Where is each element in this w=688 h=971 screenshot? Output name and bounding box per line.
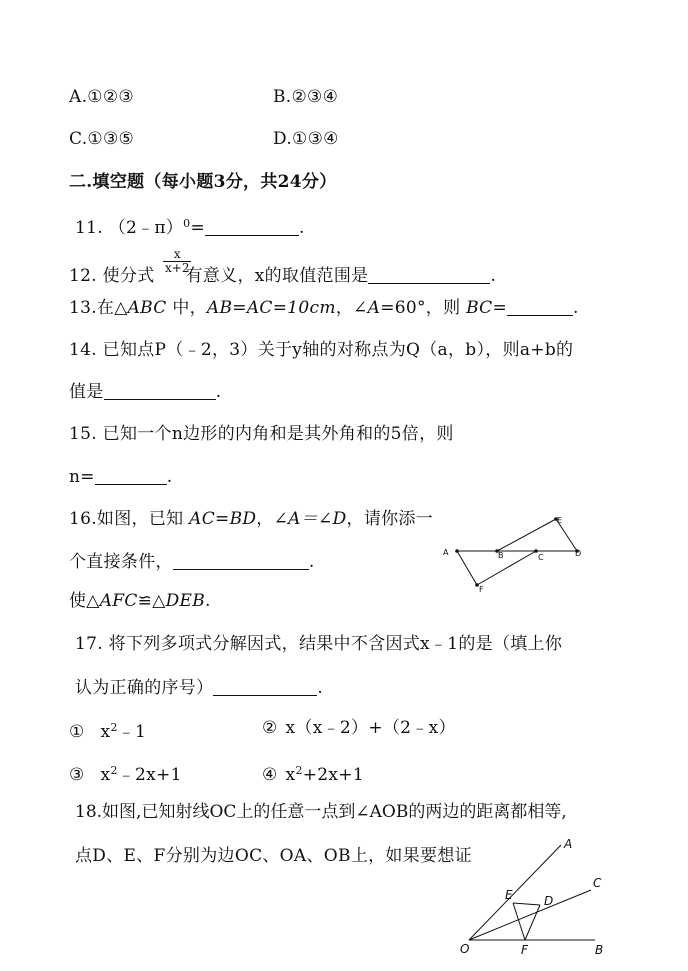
q17-line1: 17. 将下列多项式分解因式，结果中不含因式x﹣1的是（填上你 (75, 634, 563, 654)
q15-end: . (166, 467, 173, 487)
q17-line2 (75, 677, 323, 699)
q18-line1: 18.如图,已知射线OC上的任意一点到∠AOB的两边的距离都相等, (75, 802, 567, 822)
q16-tail: ，请你添一 (346, 509, 434, 529)
q17-item-4 (262, 760, 364, 786)
q11-answer-blank[interactable] (205, 219, 299, 236)
q17-item-1 (69, 717, 146, 743)
q17-item-number: ② (262, 718, 278, 738)
q12-fraction-denominator: x+2 (165, 261, 190, 275)
q16-given-angles: ∠A＝∠D (273, 509, 347, 529)
q17-label: 认为正确的序号） (75, 678, 214, 698)
q16-figure (436, 510, 586, 595)
q17-item-rest: ﹣1 (117, 722, 147, 742)
fig18-label-b: B (595, 943, 604, 957)
q16-congruent: ≌△ (137, 591, 166, 611)
q15-answer-blank[interactable] (95, 468, 167, 485)
fig16-label-c: C (538, 553, 544, 562)
q13-angle-sign: ，∠ (335, 298, 368, 318)
q17-item-rest: ﹣2x+1 (117, 765, 182, 785)
fig16-label-d: D (575, 549, 582, 558)
q16-line3-end: . (205, 591, 211, 611)
q13-mid: 中， (166, 298, 207, 318)
q17-item-sup: 2 (110, 721, 118, 734)
question-13 (69, 297, 579, 319)
q17-item-2 (262, 717, 456, 739)
q13-degree: =60°，则 (380, 298, 467, 318)
section-heading: 二.填空题（每小题3分，共24分） (69, 172, 337, 192)
q18-figure (455, 834, 625, 964)
fig16-label-e: E (557, 516, 563, 525)
q17-item-base: x (100, 722, 111, 742)
q16-comma: ， (256, 509, 274, 529)
fig18-label-d: D (544, 894, 554, 908)
q13-end: . (573, 298, 579, 318)
fig18-label-a: A (564, 837, 573, 851)
fig18-label-f: F (521, 943, 528, 957)
q17-item-base: x (100, 765, 111, 785)
q11-superscript: 0 (183, 217, 191, 230)
q17-item-3 (69, 760, 182, 786)
q17-item-number: ④ (262, 765, 278, 785)
q16-make: 使△ (69, 591, 100, 611)
option-a: A.①②③ (69, 87, 134, 107)
q16-given-sides: AC=BD (189, 509, 257, 529)
q15-line2 (69, 466, 173, 488)
q15-line1: 15. 已知一个n边形的内角和是其外角和的5倍，则 (69, 424, 454, 444)
q13-angle-vertex: A (367, 298, 381, 318)
q17-item-number: ① (69, 722, 85, 742)
q11-end: . (299, 218, 305, 238)
q16-lead: 16.如图，已知 (69, 509, 190, 529)
q16-line2 (69, 551, 315, 573)
fig16-label-a: A (443, 548, 449, 557)
q17-item-sup: 2 (110, 764, 118, 777)
q13-lead: 13.在△ (69, 298, 128, 318)
q17-item-number: ③ (69, 765, 85, 785)
q14-answer-blank[interactable] (104, 383, 216, 400)
q14-label: 值是 (69, 382, 104, 402)
q13-bc: BC (466, 298, 493, 318)
q14-end: . (215, 382, 222, 402)
q12-lead: 12. 使分式 (69, 266, 155, 286)
q13-equality: AB=AC=10cm (206, 298, 336, 318)
q14-line1: 14. 已知点P（﹣2，3）关于y轴的对称点为Q（a，b），则a+b的 (69, 340, 574, 360)
q16-triangle-afc: AFC (99, 591, 138, 611)
q17-answer-blank[interactable] (213, 679, 317, 696)
fig18-label-o: O (460, 942, 470, 956)
q16-line3 (69, 590, 211, 612)
q16-condition-label: 个直接条件， (69, 552, 173, 572)
q17-item-base: x（x﹣2）+（2﹣x） (285, 718, 456, 738)
q17-item-rest: +2x+1 (302, 765, 364, 785)
q13-equals: = (492, 298, 508, 318)
question-11 (75, 213, 305, 239)
q14-line2 (69, 381, 221, 403)
q13-answer-blank[interactable] (507, 299, 573, 316)
q12-fraction-numerator: x (163, 248, 191, 262)
q15-label: n= (69, 467, 95, 487)
q12-end: . (490, 266, 497, 286)
option-d: D.①③④ (273, 129, 339, 149)
fig16-label-f: F (479, 585, 484, 594)
q18-line2: 点D、E、F分别为边OC、OA、OB上，如果要想证 (75, 846, 472, 866)
q16-line1 (69, 508, 433, 530)
q16-answer-blank[interactable] (173, 553, 309, 570)
q12-answer-blank[interactable] (368, 267, 490, 284)
option-b: B.②③④ (273, 87, 339, 107)
q11-equals: = (190, 218, 205, 238)
q16-end: . (308, 552, 315, 572)
q17-item-base: x (285, 765, 296, 785)
q17-item-sup: 2 (295, 764, 303, 777)
q12-text: 有意义，x的取值范围是 (185, 266, 369, 286)
fig16-label-b: B (498, 551, 504, 560)
option-c: C.①③⑤ (69, 129, 135, 149)
fig18-label-e: E (505, 888, 513, 902)
q17-end: . (317, 678, 324, 698)
q13-triangle: ABC (127, 298, 167, 318)
q16-triangle-deb: DEB (165, 591, 206, 611)
fig18-label-c: C (593, 876, 602, 890)
q11-text: 11. （2﹣π） (75, 218, 184, 238)
question-12 (69, 265, 496, 287)
